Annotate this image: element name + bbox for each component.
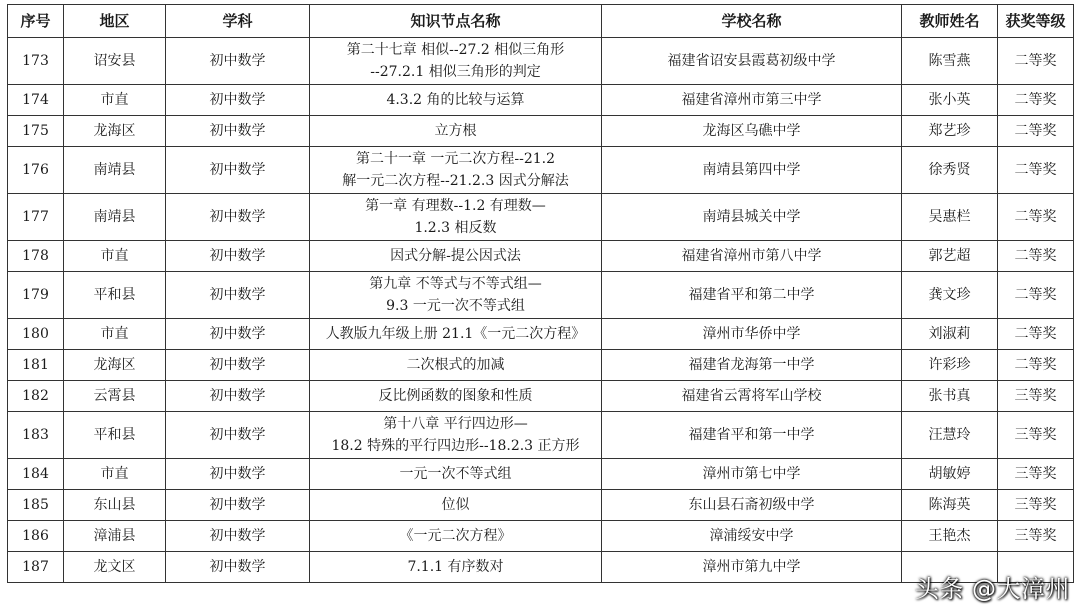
cell-award: 三等奖	[998, 381, 1074, 412]
topic-line: 第二十七章 相似--27.2 相似三角形	[346, 42, 565, 58]
table-row	[8, 350, 1074, 381]
cell-topic	[310, 85, 602, 116]
topic-line: 第十八章 平行四边形—	[383, 416, 528, 432]
topic-line: 第九章 不等式与不等式组—	[369, 276, 542, 292]
cell-award: 二等奖	[998, 38, 1074, 85]
cell-teacher: 胡敏婷	[902, 459, 998, 490]
cell-school: 南靖县城关中学	[602, 194, 902, 241]
table-row	[8, 85, 1074, 116]
cell-award: 二等奖	[998, 85, 1074, 116]
cell-region: 龙文区	[64, 552, 166, 583]
cell-teacher: 郭艺超	[902, 241, 998, 272]
table-row	[8, 490, 1074, 521]
cell-no: 185	[8, 490, 64, 521]
cell-subject: 初中数学	[166, 85, 310, 116]
cell-region: 平和县	[64, 272, 166, 319]
cell-award: 二等奖	[998, 272, 1074, 319]
cell-award: 二等奖	[998, 350, 1074, 381]
cell-region: 市直	[64, 241, 166, 272]
cell-subject: 初中数学	[166, 272, 310, 319]
cell-no: 179	[8, 272, 64, 319]
cell-no: 175	[8, 116, 64, 147]
header-no: 序号	[8, 5, 64, 38]
topic-line: 4.3.2 角的比较与运算	[386, 92, 525, 108]
header-teacher: 教师姓名	[902, 5, 998, 38]
cell-region: 龙海区	[64, 116, 166, 147]
cell-region: 南靖县	[64, 194, 166, 241]
topic-line: 9.3 一元一次不等式组	[386, 298, 525, 314]
table-row	[8, 521, 1074, 552]
cell-school: 福建省龙海第一中学	[602, 350, 902, 381]
cell-teacher: 陈雪燕	[902, 38, 998, 85]
cell-award: 二等奖	[998, 194, 1074, 241]
cell-award: 三等奖	[998, 459, 1074, 490]
cell-no: 176	[8, 147, 64, 194]
cell-region: 平和县	[64, 412, 166, 459]
cell-region: 南靖县	[64, 147, 166, 194]
cell-topic	[310, 521, 602, 552]
cell-topic	[310, 552, 602, 583]
table-row	[8, 116, 1074, 147]
topic-line: 《一元二次方程》	[399, 528, 512, 544]
table-row	[8, 147, 1074, 194]
cell-region: 市直	[64, 459, 166, 490]
table-row	[8, 38, 1074, 85]
cell-award: 二等奖	[998, 319, 1074, 350]
cell-topic	[310, 241, 602, 272]
cell-school: 福建省漳州市第三中学	[602, 85, 902, 116]
cell-award: 二等奖	[998, 241, 1074, 272]
cell-topic	[310, 319, 602, 350]
cell-school: 福建省平和第二中学	[602, 272, 902, 319]
cell-region: 云霄县	[64, 381, 166, 412]
cell-teacher: 郑艺珍	[902, 116, 998, 147]
cell-subject: 初中数学	[166, 412, 310, 459]
cell-no: 186	[8, 521, 64, 552]
cell-region: 漳浦县	[64, 521, 166, 552]
cell-subject: 初中数学	[166, 381, 310, 412]
topic-line: 7.1.1 有序数对	[407, 559, 504, 575]
cell-topic	[310, 147, 602, 194]
cell-teacher: 陈海英	[902, 490, 998, 521]
watermark-label: 头条 @大漳州	[914, 575, 1070, 603]
cell-no: 174	[8, 85, 64, 116]
topic-line: 因式分解-提公因式法	[390, 248, 521, 264]
cell-award: 二等奖	[998, 116, 1074, 147]
cell-school: 漳州市华侨中学	[602, 319, 902, 350]
cell-teacher: 汪慧玲	[902, 412, 998, 459]
table-row	[8, 241, 1074, 272]
cell-no: 181	[8, 350, 64, 381]
cell-subject: 初中数学	[166, 319, 310, 350]
award-table	[7, 4, 1074, 583]
cell-subject: 初中数学	[166, 147, 310, 194]
cell-topic	[310, 490, 602, 521]
table-header-row	[8, 5, 1074, 38]
cell-award: 二等奖	[998, 147, 1074, 194]
table-row	[8, 552, 1074, 583]
cell-no: 182	[8, 381, 64, 412]
cell-school: 龙海区乌礁中学	[602, 116, 902, 147]
topic-line: 二次根式的加减	[406, 357, 505, 373]
cell-subject: 初中数学	[166, 490, 310, 521]
cell-subject: 初中数学	[166, 552, 310, 583]
cell-school: 福建省漳州市第八中学	[602, 241, 902, 272]
topic-line: --27.2.1 相似三角形的判定	[370, 64, 541, 80]
cell-school: 漳州市第七中学	[602, 459, 902, 490]
topic-line: 人教版九年级上册 21.1《一元二次方程》	[325, 326, 586, 342]
cell-teacher: 王艳杰	[902, 521, 998, 552]
cell-topic	[310, 350, 602, 381]
cell-no: 173	[8, 38, 64, 85]
cell-topic	[310, 381, 602, 412]
table-row	[8, 459, 1074, 490]
topic-line: 立方根	[434, 123, 477, 139]
cell-school: 漳州市第九中学	[602, 552, 902, 583]
cell-teacher: 龚文珍	[902, 272, 998, 319]
cell-no: 178	[8, 241, 64, 272]
cell-subject: 初中数学	[166, 521, 310, 552]
header-topic: 知识节点名称	[310, 5, 602, 38]
cell-teacher: 许彩珍	[902, 350, 998, 381]
cell-school: 漳浦绥安中学	[602, 521, 902, 552]
cell-subject: 初中数学	[166, 241, 310, 272]
cell-no: 177	[8, 194, 64, 241]
cell-topic	[310, 412, 602, 459]
topic-line: 第二十一章 一元二次方程--21.2	[355, 151, 556, 167]
cell-region: 诏安县	[64, 38, 166, 85]
topic-line: 反比例函数的图象和性质	[378, 388, 533, 404]
cell-subject: 初中数学	[166, 194, 310, 241]
cell-school: 福建省诏安县霞葛初级中学	[602, 38, 902, 85]
cell-region: 龙海区	[64, 350, 166, 381]
cell-teacher: 张书真	[902, 381, 998, 412]
cell-no: 187	[8, 552, 64, 583]
topic-line: 一元一次不等式组	[399, 466, 512, 482]
table-row	[8, 381, 1074, 412]
cell-award: 三等奖	[998, 412, 1074, 459]
table-row	[8, 412, 1074, 459]
header-subject: 学科	[166, 5, 310, 38]
header-region: 地区	[64, 5, 166, 38]
topic-line: 1.2.3 相反数	[414, 220, 497, 236]
topic-line: 位似	[441, 497, 470, 513]
table-row	[8, 319, 1074, 350]
cell-school: 福建省云霄将军山学校	[602, 381, 902, 412]
cell-teacher: 刘淑莉	[902, 319, 998, 350]
cell-teacher: 张小英	[902, 85, 998, 116]
cell-topic	[310, 194, 602, 241]
cell-topic	[310, 38, 602, 85]
award-table-container	[7, 4, 1073, 583]
cell-no: 184	[8, 459, 64, 490]
table-row	[8, 194, 1074, 241]
cell-no: 180	[8, 319, 64, 350]
cell-school: 福建省平和第一中学	[602, 412, 902, 459]
cell-region: 东山县	[64, 490, 166, 521]
cell-school: 东山县石斋初级中学	[602, 490, 902, 521]
header-award: 获奖等级	[998, 5, 1074, 38]
table-row	[8, 272, 1074, 319]
cell-topic	[310, 272, 602, 319]
cell-teacher: 吴惠栏	[902, 194, 998, 241]
topic-line: 第一章 有理数--1.2 有理数—	[365, 198, 546, 214]
cell-topic	[310, 459, 602, 490]
topic-line: 解一元二次方程--21.2.3 因式分解法	[342, 173, 569, 189]
cell-subject: 初中数学	[166, 116, 310, 147]
cell-region: 市直	[64, 319, 166, 350]
header-school: 学校名称	[602, 5, 902, 38]
cell-teacher: 徐秀贤	[902, 147, 998, 194]
cell-subject: 初中数学	[166, 459, 310, 490]
cell-subject: 初中数学	[166, 350, 310, 381]
cell-school: 南靖县第四中学	[602, 147, 902, 194]
cell-topic	[310, 116, 602, 147]
cell-region: 市直	[64, 85, 166, 116]
cell-no: 183	[8, 412, 64, 459]
topic-line: 18.2 特殊的平行四边形--18.2.3 正方形	[331, 438, 580, 454]
cell-award: 三等奖	[998, 490, 1074, 521]
cell-subject: 初中数学	[166, 38, 310, 85]
cell-award: 三等奖	[998, 521, 1074, 552]
table-body	[8, 38, 1074, 583]
